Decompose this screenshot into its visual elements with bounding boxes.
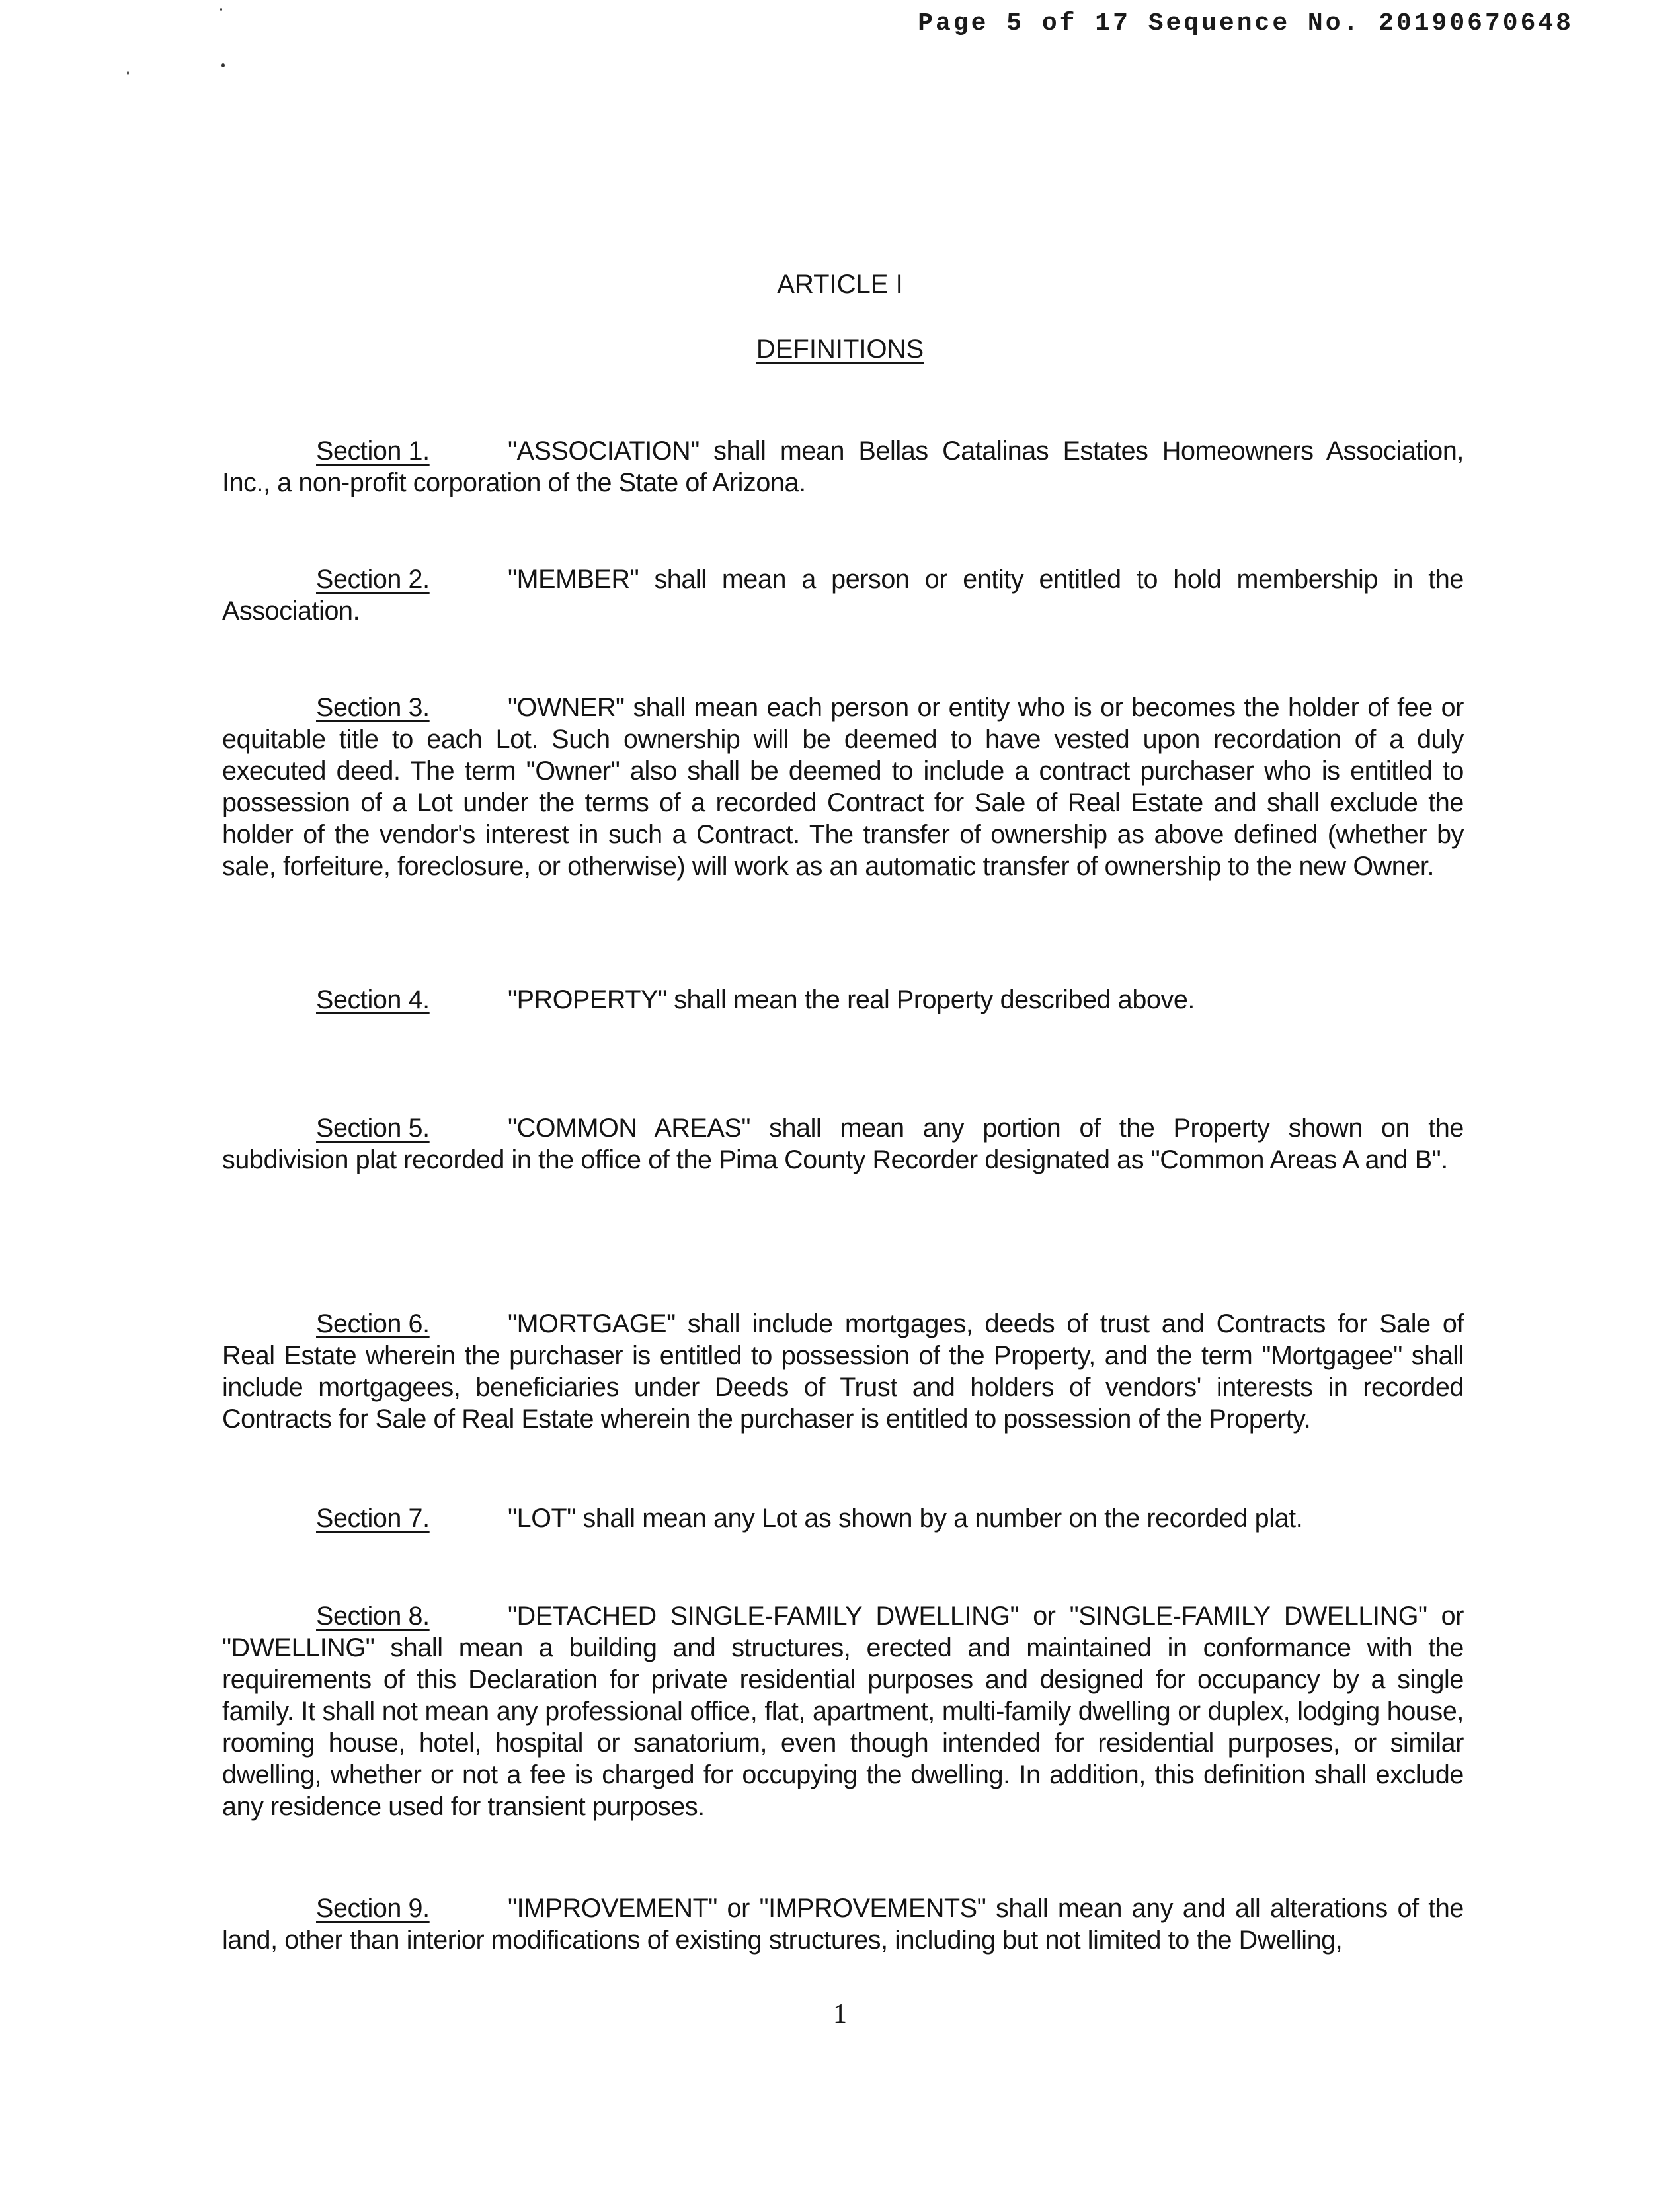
section-8 [222, 1600, 1464, 1822]
section-label: Section 3. [316, 693, 430, 722]
section-label: Section 9. [316, 1894, 430, 1923]
section-7 [222, 1502, 1464, 1534]
section-label: Section 8. [316, 1602, 430, 1631]
section-text: "IMPROVEMENT" or "IMPROVEMENTS" shall mean any and all alterations of the land, other than interior modifications of existing structures, including but not limited to the Dwelling, [222, 1894, 1464, 1955]
section-text: "LOT" shall mean any Lot as shown by a number on the recorded plat. [508, 1504, 1303, 1533]
section-text: "ASSOCIATION" shall mean Bellas Catalinas Estates Homeowners Association, Inc., a non-profit corporation of the State of Arizona. [222, 436, 1464, 497]
article-title [0, 335, 1680, 364]
article-number-text: ARTICLE I [777, 270, 903, 299]
section-5 [222, 1112, 1464, 1176]
section-9 [222, 1893, 1464, 1956]
section-label: Section 7. [316, 1504, 430, 1533]
section-label: Section 1. [316, 436, 430, 466]
section-label: Section 4. [316, 985, 430, 1014]
section-1 [222, 435, 1464, 499]
scan-speck [127, 71, 129, 75]
section-label: Section 5. [316, 1114, 430, 1143]
section-text: "MEMBER" shall mean a person or entity entitled to hold membership in the Association. [222, 565, 1464, 626]
article-number [0, 270, 1680, 300]
section-text: "COMMON AREAS" shall mean any portion of the Property shown on the subdivision plat recorded in the office of the Pima County Recorder designated as "Common Areas A and B". [222, 1114, 1464, 1174]
scan-speck [220, 8, 222, 11]
article-title-text: DEFINITIONS [756, 335, 924, 364]
page-number: 1 [833, 1999, 847, 2029]
section-2 [222, 563, 1464, 627]
recording-stamp: Page 5 of 17 Sequence No. 20190670648 [918, 9, 1574, 38]
section-6 [222, 1308, 1464, 1435]
scan-speck [221, 63, 225, 67]
section-label: Section 6. [316, 1309, 430, 1338]
section-3 [222, 692, 1464, 882]
section-text: "PROPERTY" shall mean the real Property described above. [508, 985, 1195, 1014]
section-text: "OWNER" shall mean each person or entity who is or becomes the holder of fee or equitable title to each Lot. Such ownership will be deemed to have vested upon recordation of a duly executed deed. The term "Owner" also shall be deemed to include a contract purchaser who is entitled to possession of a Lot under the terms of a recorded Contract for Sale of Real Estate and shall exclude the holder of the vendor's interest in such a Contract. The transfer of ownership as above defined (whether by sale, forfeiture, foreclosure, or otherwise) will work as an automatic transfer of ownership to the new Owner. [222, 693, 1464, 881]
section-text: "DETACHED SINGLE-FAMILY DWELLING" or "SINGLE-FAMILY DWELLING" or "DWELLING" shall mean a building and structures, erected and maintained in conformance with the requirements of this Declaration for private residential purposes and designed for occupancy by a single family. It shall not mean any professional office, flat, apartment, multi-family dwelling or duplex, lodging house, rooming house, hotel, hospital or sanatorium, even though intended for residential purposes, or similar dwelling, whether or not a fee is charged for occupying the dwelling. In addition, this definition shall exclude any residence used for transient purposes. [222, 1602, 1464, 1821]
section-4 [222, 984, 1464, 1016]
section-label: Section 2. [316, 565, 430, 594]
section-text: "MORTGAGE" shall include mortgages, deeds of trust and Contracts for Sale of Real Estate wherein the purchaser is entitled to possession of the Property, and the term "Mortgagee" shall include mortgagees, beneficiaries under Deeds of Trust and holders of vendors' interests in recorded Contracts for Sale of Real Estate wherein the purchaser is entitled to possession of the Property. [222, 1309, 1464, 1434]
